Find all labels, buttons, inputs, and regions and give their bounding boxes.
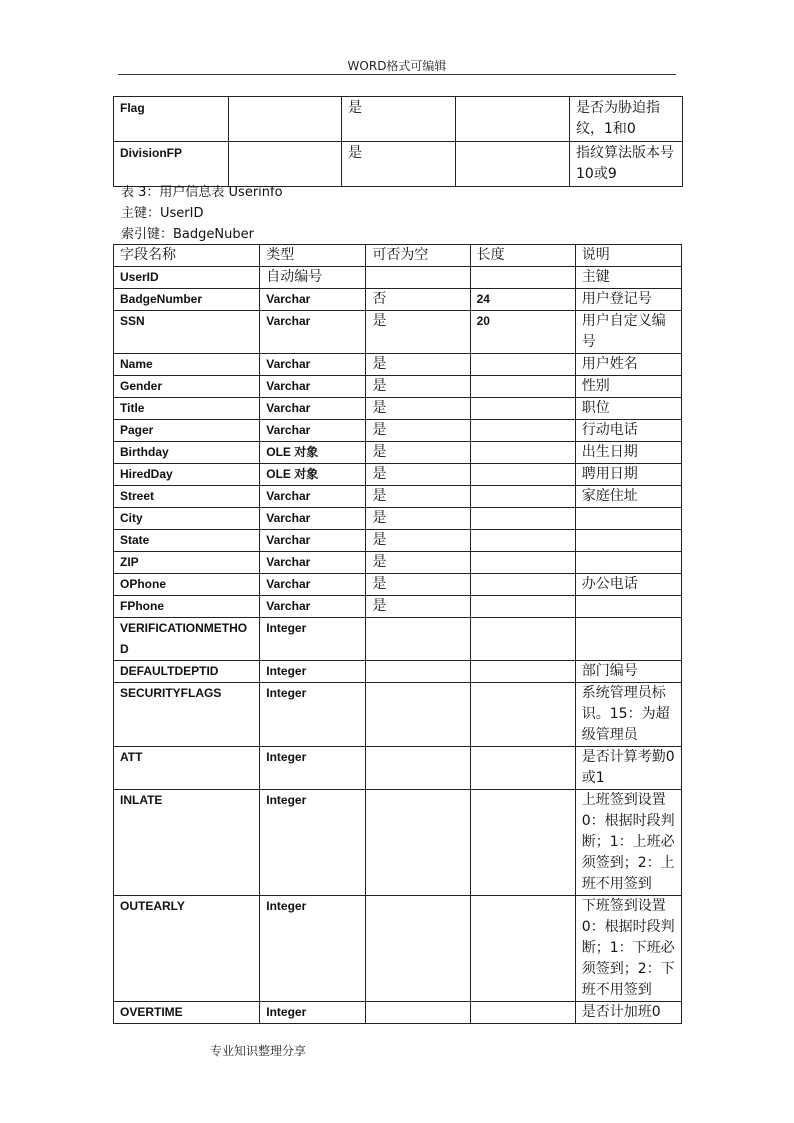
table-cell: VERIFICATIONMETHOD bbox=[114, 618, 260, 661]
table-cell: Varchar bbox=[260, 508, 366, 530]
table-cell: 是 bbox=[366, 376, 470, 398]
column-header: 类型 bbox=[260, 245, 366, 267]
table-cell: 用户姓名 bbox=[575, 354, 681, 376]
table-cell bbox=[470, 398, 575, 420]
table-cell bbox=[366, 790, 470, 896]
table-cell: 上班签到设置0：根据时段判断；1：上班必须签到；2：上班不用签到 bbox=[575, 790, 681, 896]
table-cell: 否 bbox=[366, 289, 470, 311]
table-row bbox=[114, 896, 682, 1002]
table-cell bbox=[456, 97, 570, 142]
table-row bbox=[114, 442, 682, 464]
table-cell: 是 bbox=[366, 574, 470, 596]
table-cell: Name bbox=[114, 354, 260, 376]
table-cell bbox=[470, 442, 575, 464]
table-cell: 下班签到设置0：根据时段判断；1：下班必须签到；2：下班不用签到 bbox=[575, 896, 681, 1002]
table-cell: SECURITYFLAGS bbox=[114, 683, 260, 747]
table-cell: 聘用日期 bbox=[575, 464, 681, 486]
table-cell: 是 bbox=[366, 311, 470, 354]
table-cell: Varchar bbox=[260, 398, 366, 420]
table-cell: 行动电话 bbox=[575, 420, 681, 442]
table-row bbox=[114, 398, 682, 420]
table-cell: 用户自定义编号 bbox=[575, 311, 681, 354]
table-cell: OVERTIME bbox=[114, 1002, 260, 1024]
table-cell bbox=[229, 97, 342, 142]
table-cell: 用户登记号 bbox=[575, 289, 681, 311]
table-cell: OLE 对象 bbox=[260, 442, 366, 464]
table-cell: Varchar bbox=[260, 574, 366, 596]
table-cell: 职位 bbox=[575, 398, 681, 420]
table-row bbox=[114, 618, 682, 661]
table-cell: Title bbox=[114, 398, 260, 420]
table-cell bbox=[366, 661, 470, 683]
table-cell bbox=[470, 267, 575, 289]
table-cell: 是 bbox=[366, 442, 470, 464]
table-cell: Varchar bbox=[260, 552, 366, 574]
userinfo-table bbox=[113, 244, 682, 1024]
table-caption: 表 3：用户信息表 Userinfo bbox=[121, 185, 283, 200]
header-rule bbox=[118, 74, 676, 75]
column-header: 字段名称 bbox=[114, 245, 260, 267]
table-cell bbox=[470, 486, 575, 508]
table-cell bbox=[470, 596, 575, 618]
table-row bbox=[114, 1002, 682, 1024]
table-cell bbox=[575, 530, 681, 552]
table-row bbox=[114, 420, 682, 442]
table-row bbox=[114, 289, 682, 311]
table-row bbox=[114, 747, 682, 790]
table-cell bbox=[470, 1002, 575, 1024]
table-cell: 是 bbox=[366, 354, 470, 376]
table-cell bbox=[366, 683, 470, 747]
table-cell: OLE 对象 bbox=[260, 464, 366, 486]
table-cell: 是否计算考勤0或1 bbox=[575, 747, 681, 790]
primary-key-note: 主键：UserID bbox=[121, 206, 204, 221]
table-cell: 主键 bbox=[575, 267, 681, 289]
table-row bbox=[114, 142, 683, 187]
table-cell bbox=[575, 508, 681, 530]
table-cell bbox=[470, 464, 575, 486]
table-caption-block bbox=[121, 182, 283, 245]
table-cell: Varchar bbox=[260, 486, 366, 508]
table-cell bbox=[470, 376, 575, 398]
table-cell: Integer bbox=[260, 683, 366, 747]
table-cell: City bbox=[114, 508, 260, 530]
table-cell: ATT bbox=[114, 747, 260, 790]
table-cell: 是 bbox=[366, 552, 470, 574]
table-cell bbox=[456, 142, 570, 187]
table-cell bbox=[470, 661, 575, 683]
table-cell: 是 bbox=[366, 398, 470, 420]
table-row bbox=[114, 267, 682, 289]
table-cell: Integer bbox=[260, 896, 366, 1002]
page-header: WORD格式可编辑 bbox=[347, 59, 447, 73]
table-row bbox=[114, 508, 682, 530]
table-cell: 是 bbox=[366, 508, 470, 530]
table-cell bbox=[366, 896, 470, 1002]
table-cell: SSN bbox=[114, 311, 260, 354]
table-cell: Varchar bbox=[260, 530, 366, 552]
table-cell bbox=[575, 596, 681, 618]
table-cell: Varchar bbox=[260, 420, 366, 442]
table-cell: 是 bbox=[366, 486, 470, 508]
table-cell: Varchar bbox=[260, 289, 366, 311]
table-cell: DivisionFP bbox=[114, 142, 229, 187]
table-row bbox=[114, 486, 682, 508]
table-cell: 出生日期 bbox=[575, 442, 681, 464]
table-row bbox=[114, 464, 682, 486]
table-cell: OUTEARLY bbox=[114, 896, 260, 1002]
table-cell bbox=[470, 530, 575, 552]
table-cell: Integer bbox=[260, 661, 366, 683]
table-cell bbox=[575, 618, 681, 661]
page-footer: 专业知识整理分享 bbox=[210, 1044, 307, 1058]
table-header-row bbox=[114, 245, 682, 267]
table-cell bbox=[470, 508, 575, 530]
table-cell: FPhone bbox=[114, 596, 260, 618]
table-cell: UserID bbox=[114, 267, 260, 289]
table-row bbox=[114, 790, 682, 896]
table-cell: DEFAULTDEPTID bbox=[114, 661, 260, 683]
table-cell bbox=[470, 354, 575, 376]
table-row bbox=[114, 354, 682, 376]
table-cell: 自动编号 bbox=[260, 267, 366, 289]
table-cell bbox=[470, 747, 575, 790]
table-cell: Varchar bbox=[260, 311, 366, 354]
table-row bbox=[114, 552, 682, 574]
column-header: 可否为空 bbox=[366, 245, 470, 267]
table-cell: 是 bbox=[366, 596, 470, 618]
table-cell bbox=[366, 267, 470, 289]
table-cell: 是否计加班0 bbox=[575, 1002, 681, 1024]
table-row bbox=[114, 97, 683, 142]
table-cell: Integer bbox=[260, 618, 366, 661]
table-cell bbox=[366, 1002, 470, 1024]
table-cell: 家庭住址 bbox=[575, 486, 681, 508]
table-cell bbox=[470, 552, 575, 574]
table-cell: Integer bbox=[260, 747, 366, 790]
table-cell: Integer bbox=[260, 790, 366, 896]
table-cell: INLATE bbox=[114, 790, 260, 896]
table-cell: Gender bbox=[114, 376, 260, 398]
table-cell: Flag bbox=[114, 97, 229, 142]
table-cell bbox=[366, 747, 470, 790]
index-key-note: 索引键：BadgeNuber bbox=[121, 227, 254, 242]
table-cell: Pager bbox=[114, 420, 260, 442]
table-cell: BadgeNumber bbox=[114, 289, 260, 311]
table-cell: 是否为胁迫指纹，1和0 bbox=[570, 97, 683, 142]
table-cell: Street bbox=[114, 486, 260, 508]
table-cell bbox=[470, 790, 575, 896]
table-cell: 是 bbox=[342, 97, 456, 142]
table-cell: Integer bbox=[260, 1002, 366, 1024]
table-row bbox=[114, 530, 682, 552]
previous-table-fragment bbox=[113, 96, 683, 187]
table-cell bbox=[470, 683, 575, 747]
table-cell: 是 bbox=[366, 464, 470, 486]
table-cell: ZIP bbox=[114, 552, 260, 574]
table-row bbox=[114, 596, 682, 618]
table-cell: 性别 bbox=[575, 376, 681, 398]
table-cell: Birthday bbox=[114, 442, 260, 464]
table-cell bbox=[470, 420, 575, 442]
table-cell bbox=[470, 618, 575, 661]
table-cell: 是 bbox=[342, 142, 456, 187]
table-cell bbox=[575, 552, 681, 574]
table-row bbox=[114, 311, 682, 354]
table-row bbox=[114, 661, 682, 683]
table-cell: 是 bbox=[366, 530, 470, 552]
table-cell: Varchar bbox=[260, 376, 366, 398]
column-header: 说明 bbox=[575, 245, 681, 267]
table-cell: 系统管理员标识。15：为超级管理员 bbox=[575, 683, 681, 747]
table-cell bbox=[470, 896, 575, 1002]
table-cell: 24 bbox=[470, 289, 575, 311]
table-cell bbox=[470, 574, 575, 596]
table-cell: 是 bbox=[366, 420, 470, 442]
table-cell: HiredDay bbox=[114, 464, 260, 486]
table-cell bbox=[229, 142, 342, 187]
table-cell: 指纹算法版本号10或9 bbox=[570, 142, 683, 187]
column-header: 长度 bbox=[470, 245, 575, 267]
table-row bbox=[114, 574, 682, 596]
table-cell: 办公电话 bbox=[575, 574, 681, 596]
table-cell: Varchar bbox=[260, 354, 366, 376]
table-cell: Varchar bbox=[260, 596, 366, 618]
table-cell bbox=[366, 618, 470, 661]
table-cell: 20 bbox=[470, 311, 575, 354]
table-cell: State bbox=[114, 530, 260, 552]
table-row bbox=[114, 376, 682, 398]
table-cell: OPhone bbox=[114, 574, 260, 596]
table-cell: 部门编号 bbox=[575, 661, 681, 683]
table-row bbox=[114, 683, 682, 747]
